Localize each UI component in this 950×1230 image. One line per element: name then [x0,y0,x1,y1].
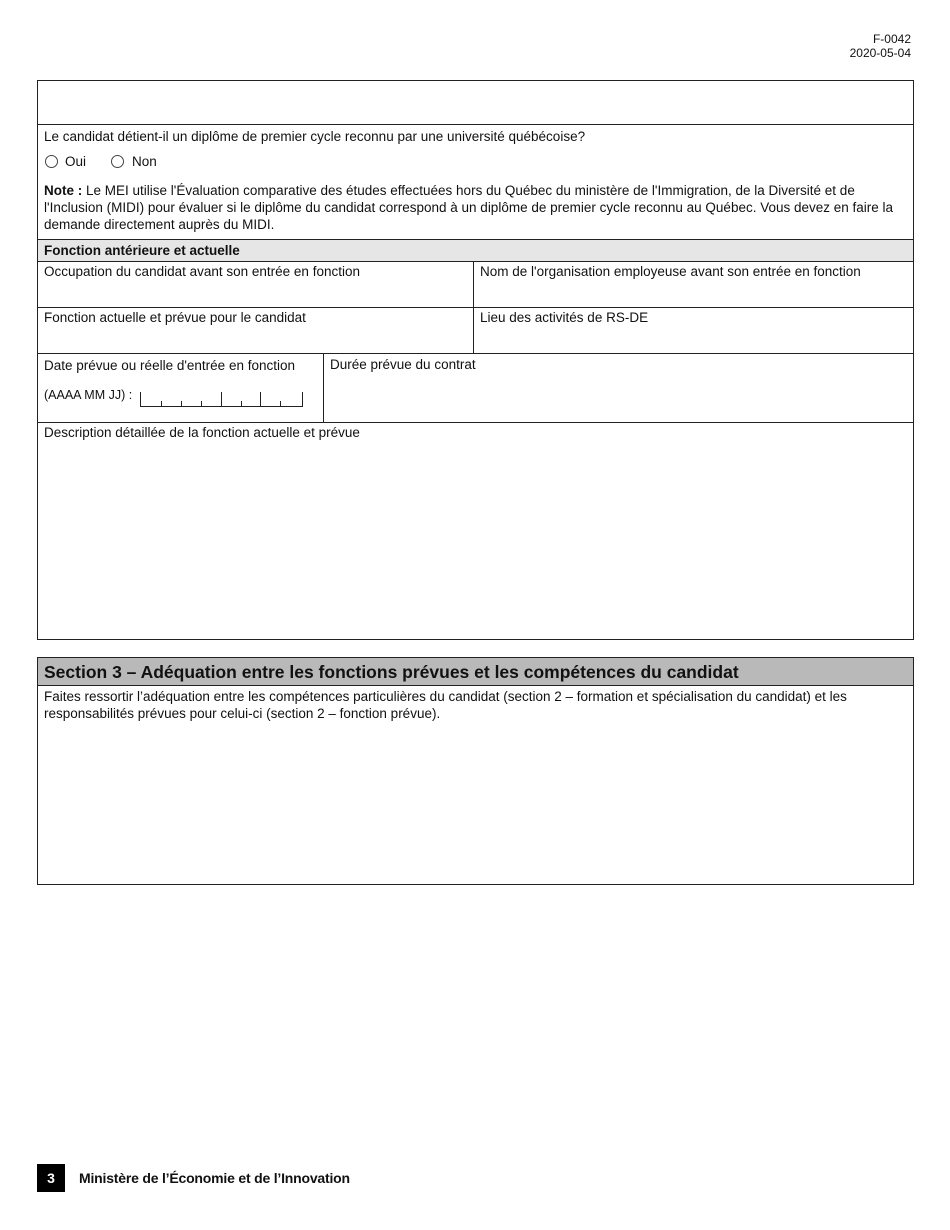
date-input[interactable] [140,392,303,407]
fonction-heading-bar [38,239,913,262]
form-code-block [850,32,911,60]
note-text: Le MEI utilise l'Évaluation comparative des études effectuées hors du Québec du ministère de l'Immigration, de la Diversité et de l'Inclusion (MIDI) pour évaluer si le diplôme du candidat correspond à un diplôme de premier cycle reconnu au Québec. Vous devez en faire la demande directement auprès du MIDI. [44,183,894,232]
form-date: 2020-05-04 [849,46,911,60]
lieu-label: Lieu des activités de RS-DE [480,310,649,325]
divider [38,422,913,423]
organisation-label: Nom de l'organisation employeuse avant son entrée en fonction [480,264,861,279]
description-label: Description détaillée de la fonction actuelle et prévue [44,425,360,440]
page-number: 3 [37,1164,65,1192]
occupation-label: Occupation du candidat avant son entrée en fonction [44,264,360,279]
radio-oui-label: Oui [65,154,87,169]
section3-header [38,658,913,686]
form-code: F-0042 [872,32,911,46]
divider [38,307,913,308]
date-field [38,354,323,422]
fonction-heading: Fonction antérieure et actuelle [44,243,240,258]
divider [323,353,324,422]
radio-non-label: Non [132,154,157,169]
duree-label: Durée prévue du contrat [330,357,476,372]
form-box-main [37,80,914,640]
date-label: Date prévue ou réelle d'entrée en fonction [44,358,295,373]
divider [38,124,913,125]
section3-answer-field[interactable] [38,724,913,884]
note-label: Note : [44,183,83,198]
radio-non[interactable] [111,155,124,168]
diploma-note [44,182,910,233]
date-format: (AAAA MM JJ) : [44,388,133,402]
diploma-question: Le candidat détient-il un diplôme de premier cycle reconnu par une université québécoise? [44,129,586,144]
fonction-label: Fonction actuelle et prévue pour le candidat [44,310,306,325]
ministry-name: Ministère de l’Économie et de l’Innovation [79,1170,350,1186]
section3-instructions: Faites ressortir l’adéquation entre les compétences particulières du candidat (section 2 – formation et spécialisation du candidat) et les responsabilités prévues pour celui-ci (section 2 – fonction prévue). [44,689,847,721]
section3-box [37,657,914,885]
radio-oui[interactable] [45,155,58,168]
description-field[interactable] [38,443,913,639]
section3-title: Section 3 – Adéquation entre les fonctions prévues et les compétences du candidat [44,662,739,682]
